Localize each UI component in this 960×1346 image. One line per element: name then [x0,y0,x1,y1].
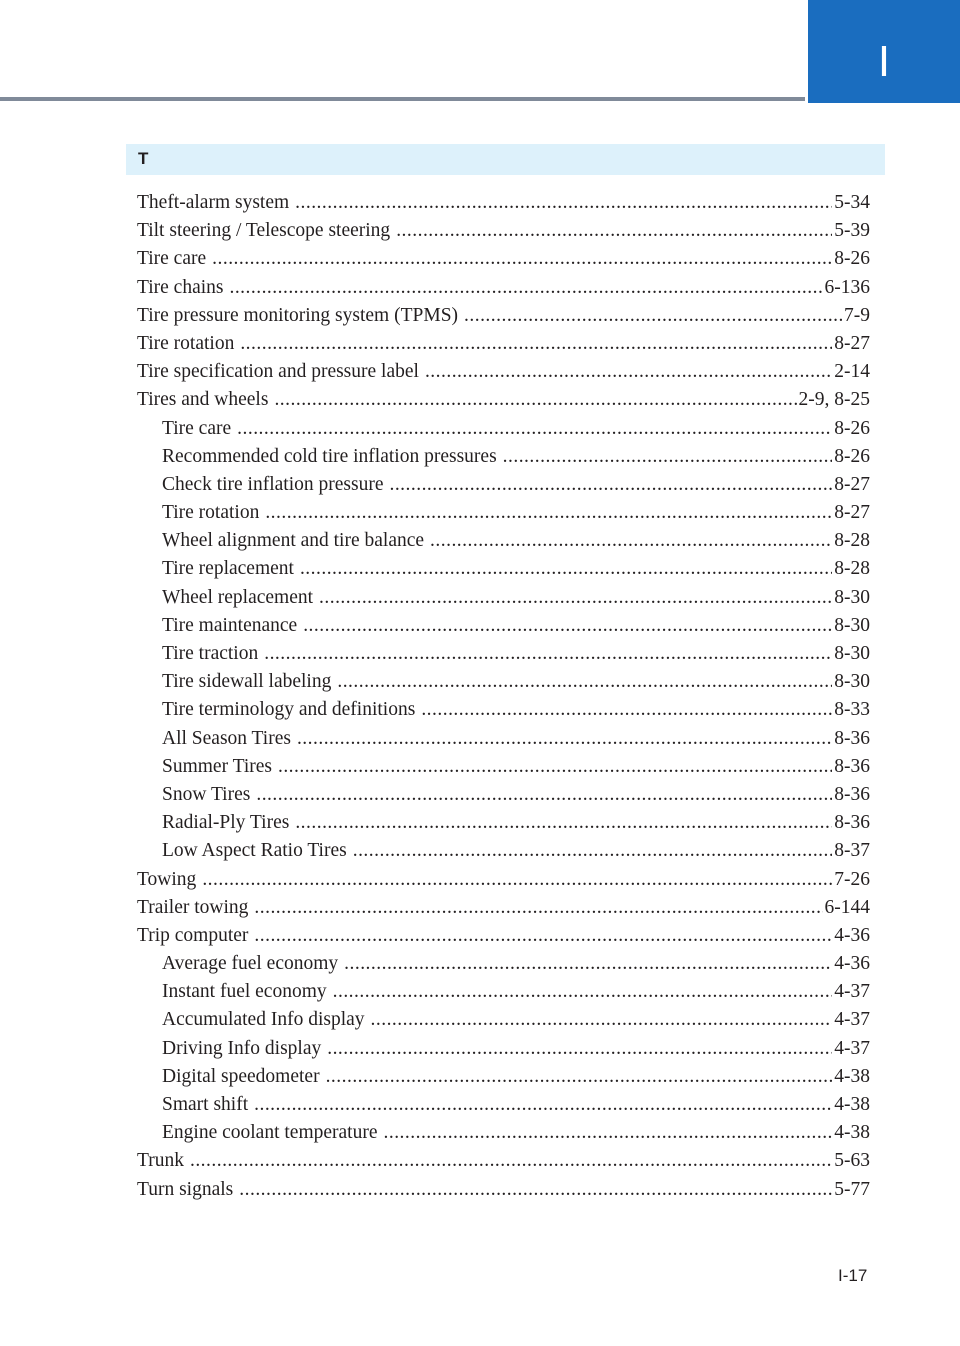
index-subentry [137,725,870,753]
entry-label: Tire maintenance [162,614,298,636]
dot-leader [254,1091,832,1119]
entry-label: Tire traction [162,643,259,664]
index-subentry [137,612,870,640]
entry-page-reference: 8-36 [834,812,870,834]
dot-leader [327,1035,832,1063]
entry-label: Driving Info display [162,1037,322,1059]
entry-page-reference: 5-39 [834,220,870,242]
index-subentry [137,809,870,837]
entry-page-reference: 4-38 [834,1122,870,1144]
index-subentry [137,584,870,612]
dot-leader [337,668,832,696]
entry-label: Smart shift [162,1094,249,1115]
dot-leader [326,1063,833,1091]
entry-label: Engine coolant temperature [162,1122,378,1144]
index-subentry [137,527,870,555]
entry-label: Tire pressure monitoring system (TPMS) [137,304,459,326]
dot-leader [371,1006,833,1034]
entry-label: Theft-alarm system [137,192,290,213]
index-subentry [137,1063,870,1091]
entry-page-reference: 4-38 [834,1094,870,1115]
entry-page-reference: 7-9 [844,304,870,326]
header-rule [0,97,805,101]
entry-label: Radial-Ply Tires [162,812,290,834]
entry-label: Tire care [137,248,207,270]
entry-label: Tire replacement [162,558,294,580]
dot-leader [389,471,832,499]
index-subentry [137,1091,870,1119]
entry-label: Trip computer [137,924,249,946]
dot-leader [396,217,832,245]
index-subentry [137,950,870,978]
entry-label: Turn signals [137,1178,234,1200]
entry-page-reference: 8-27 [834,473,870,495]
entry-label: All Season Tires [162,727,291,749]
dot-leader [239,1176,832,1204]
entry-page-reference: 4-38 [834,1065,870,1087]
entry-label: Accumulated Info display [162,1009,365,1031]
index-entry [137,217,870,245]
entry-page-reference: 4-37 [834,1037,870,1059]
entry-label: Towing [137,868,197,890]
index-entry [137,1147,870,1175]
dot-leader [319,584,832,612]
index-entry [137,922,870,950]
index-subentry [137,696,870,724]
entry-page-reference: 6-136 [824,276,870,298]
entry-page-reference: 4-36 [834,953,870,975]
index-subentry [137,1006,870,1034]
entry-page-reference: 7-26 [834,868,870,890]
entry-page-reference: 8-26 [834,445,870,467]
entry-page-reference: 6-144 [824,896,870,918]
entry-label: Tire chains [137,276,224,298]
index-entry [137,302,870,330]
index-entry [137,866,870,894]
entry-label: Tire terminology and definitions [162,699,416,721]
dot-leader [237,415,832,443]
entry-label: Tilt steering / Telescope steering [137,220,391,242]
entry-label: Tire rotation [162,502,260,524]
entry-page-reference: 8-36 [834,727,870,749]
entry-page-reference: 5-63 [834,1150,870,1172]
entry-page-reference: 4-37 [834,981,870,1003]
entry-page-reference: 4-37 [834,1009,870,1031]
index-subentry [137,471,870,499]
entry-page-reference: 8-36 [834,783,870,805]
page-number: I-17 [838,1266,868,1285]
entry-page-reference: 2-14 [834,361,870,383]
dot-leader [212,245,832,273]
entry-page-reference: 8-37 [834,840,870,862]
index-entry-list [137,189,870,1204]
index-entry [137,386,870,414]
index-entry [137,245,870,273]
index-subentry [137,668,870,696]
entry-label: Check tire inflation pressure [162,473,384,495]
index-subentry [137,415,870,443]
entry-label: Summer Tires [162,755,272,777]
chapter-tab [808,0,960,103]
entry-page-reference: 8-28 [834,558,870,580]
dot-leader [240,330,832,358]
dot-leader [295,189,832,217]
index-entry [137,358,870,386]
chapter-letter: I [877,37,891,86]
dot-leader [353,837,833,865]
entry-page-reference: 8-33 [834,699,870,721]
dot-leader [300,555,832,583]
entry-page-reference: 2-9, 8-25 [798,389,870,411]
entry-label: Tire specification and pressure label [137,361,419,383]
entry-page-reference: 8-30 [834,614,870,636]
entry-page-reference: 8-28 [834,530,870,552]
dot-leader [425,358,832,386]
index-subentry [137,640,870,668]
index-subentry [137,1035,870,1063]
entry-page-reference: 8-26 [834,417,870,439]
dot-leader [344,950,832,978]
entry-label: Recommended cold tire inflation pressures [162,445,497,467]
section-header [126,144,885,175]
dot-leader [333,978,833,1006]
dot-leader [264,640,832,668]
dot-leader [229,274,822,302]
section-letter: T [138,149,149,168]
index-entry [137,330,870,358]
entry-page-reference: 4-36 [834,924,870,946]
entry-label: Wheel replacement [162,586,314,608]
entry-page-reference: 5-34 [834,192,870,213]
entry-label: Tire rotation [137,332,235,354]
index-subentry [137,443,870,471]
dot-leader [254,894,822,922]
dot-leader [421,696,832,724]
entry-page-reference: 5-77 [834,1178,870,1200]
dot-leader [256,781,832,809]
entry-label: Wheel alignment and tire balance [162,530,425,552]
dot-leader [464,302,842,330]
entry-page-reference: 8-30 [834,586,870,608]
entry-label: Trunk [137,1150,184,1172]
index-subentry [137,499,870,527]
entry-label: Tire care [162,417,232,439]
dot-leader [190,1147,832,1175]
dot-leader [297,725,832,753]
entry-label: Tires and wheels [137,389,269,411]
dot-leader [254,922,832,950]
entry-label: Snow Tires [162,783,251,805]
dot-leader [384,1119,833,1147]
index-entry [137,274,870,302]
dot-leader [202,866,832,894]
index-entry [137,1176,870,1204]
index-subentry [137,837,870,865]
entry-page-reference: 8-27 [834,332,870,354]
entry-label: Tire sidewall labeling [162,671,332,693]
dot-leader [303,612,832,640]
entry-page-reference: 8-36 [834,755,870,777]
index-subentry [137,753,870,781]
entry-page-reference: 8-27 [834,502,870,524]
dot-leader [274,386,796,414]
index-entry [137,189,870,217]
index-subentry [137,555,870,583]
entry-page-reference: 8-30 [834,643,870,664]
entry-label: Low Aspect Ratio Tires [162,840,347,862]
index-entry [137,894,870,922]
dot-leader [278,753,832,781]
index-subentry [137,978,870,1006]
entry-label: Trailer towing [137,896,249,918]
dot-leader [430,527,832,555]
index-subentry [137,781,870,809]
entry-label: Digital speedometer [162,1065,320,1087]
entry-page-reference: 8-26 [834,248,870,270]
entry-label: Average fuel economy [162,953,339,975]
entry-page-reference: 8-30 [834,671,870,693]
dot-leader [503,443,833,471]
dot-leader [295,809,832,837]
index-subentry [137,1119,870,1147]
entry-label: Instant fuel economy [162,981,327,1003]
dot-leader [265,499,832,527]
